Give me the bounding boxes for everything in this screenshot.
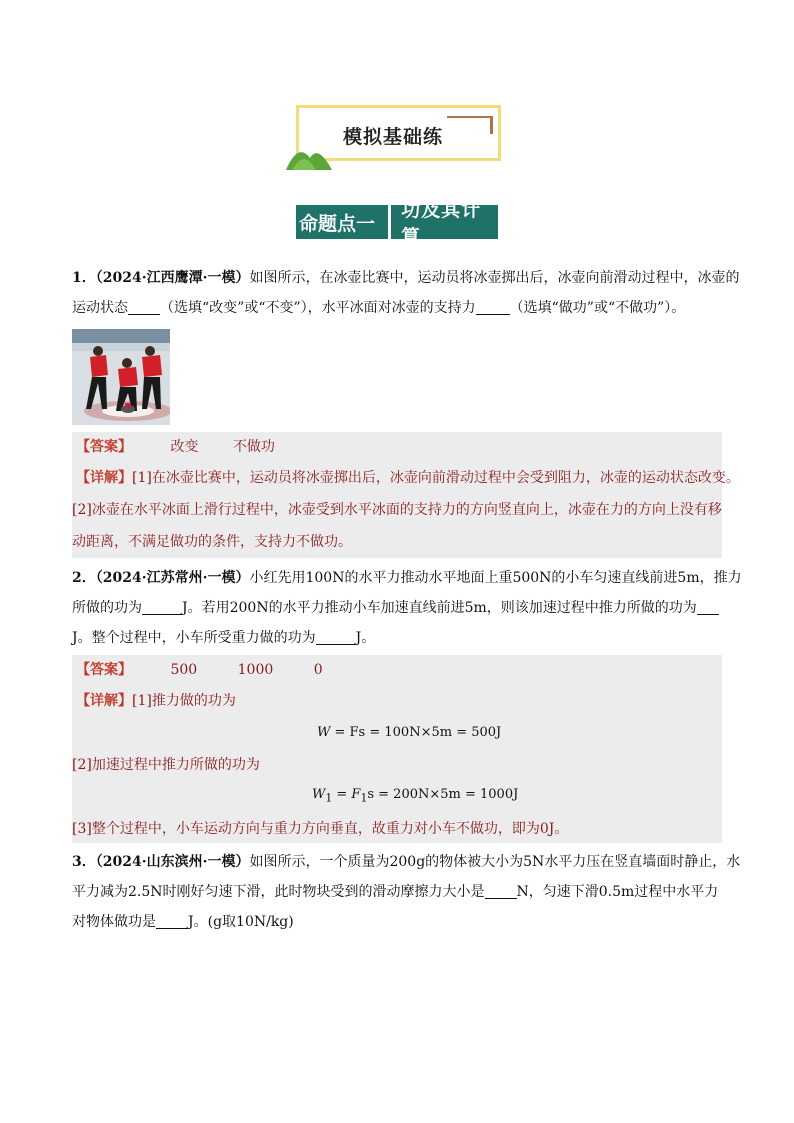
q2-text-2b: J。若用200N的水平力推动小车加速直线前进5m，则该加速过程中推力所做的功为 <box>182 600 697 616</box>
q3-text-2b: N，匀速下滑0.5m过程中水平力 <box>516 884 719 900</box>
q2-blank-3[interactable] <box>316 630 356 645</box>
q1-blank-1[interactable] <box>128 300 160 315</box>
eq2-sub2: 1 <box>360 791 368 805</box>
q2-text-3b: J。 <box>355 630 376 646</box>
badge-decoration-line <box>447 116 493 118</box>
q1-number: 1． <box>72 270 96 286</box>
q1-detail-1: [1]在冰壶比赛中，运动员将冰壶掷出后，冰壶向前滑动过程中会受到阻力，冰壶的运动状态改变。 <box>132 470 740 486</box>
q1-detail-line1 <box>76 468 740 488</box>
q2-text-2a: 所做的功为 <box>72 600 142 616</box>
q1-detail-line3 <box>72 532 352 552</box>
q2-answer-2: 1000 <box>237 662 274 678</box>
answer-tag: 【答案】 <box>76 662 132 678</box>
q2-line2 <box>72 598 719 618</box>
q1-detail-3: 动距离，不满足做功的条件，支持力不做功。 <box>72 534 352 550</box>
q1-answer-block <box>72 432 722 462</box>
q1-line1 <box>72 268 739 288</box>
curling-photo <box>72 329 170 425</box>
eq2-sub: 1 <box>325 791 333 805</box>
q1-detail-block <box>72 462 740 558</box>
section-heading <box>296 199 498 248</box>
q2-detail-2: [2]加速过程中推力所做的功为 <box>72 757 260 773</box>
eq1-rhs: = Fs = 100N×5m = 500J <box>334 725 502 740</box>
q2-answer-line <box>76 660 323 680</box>
q1-source: （2024·江西鹰潭·一模） <box>95 270 250 286</box>
q2-answer-block <box>72 655 722 685</box>
q2-text-1: 小红先用100N的水平力推动水平地面上重500N的小车匀速直线前进5m，推力 <box>249 570 742 586</box>
q2-equation-2 <box>312 787 518 805</box>
answer-tag: 【答案】 <box>76 439 132 455</box>
eq2-rhs: s = 200N×5m = 1000J <box>367 787 519 802</box>
eq2-mid: = F <box>336 787 361 802</box>
q1-answer-line <box>76 437 275 457</box>
badge-title: 模拟基础练 <box>343 126 444 148</box>
q2-line3 <box>72 628 375 648</box>
q3-text-2a: 平力减为2.5N时刚好匀速下滑，此时物块受到的滑动摩擦力大小是 <box>72 884 485 900</box>
detail-tag: 【详解】 <box>76 693 132 709</box>
q3-line1 <box>72 852 740 872</box>
section-number: 命题点一 <box>299 212 376 235</box>
q2-source: （2024·江苏常州·一模） <box>95 570 250 586</box>
q2-answer-1: 500 <box>170 662 198 678</box>
q3-text-1: 如图所示，一个质量为200g的物体被大小为5N水平力压在竖直墙面时静止，水 <box>249 854 741 870</box>
section-divider <box>388 205 391 239</box>
q3-line2 <box>72 882 718 902</box>
q2-detail-block <box>72 685 722 843</box>
badge-decoration-tick <box>490 116 493 134</box>
q3-text-3b: J。(g取10N/kg) <box>188 914 294 930</box>
q2-equation-1 <box>317 725 501 740</box>
q2-detail-line2 <box>72 755 260 775</box>
q1-detail-2: [2]冰壶在水平冰面上滑行过程中，冰壶受到水平冰面的支持力的方向竖直向上，冰壶在力的方向上没有移 <box>72 502 722 518</box>
q3-source: （2024·山东滨州·一模） <box>95 854 250 870</box>
q3-blank-2[interactable] <box>156 914 188 929</box>
q1-text-2a: 运动状态 <box>72 300 128 316</box>
detail-tag: 【详解】 <box>76 470 132 486</box>
q1-text-2c: （选填“做功”或“不做功”）。 <box>509 300 686 316</box>
q2-line1 <box>72 568 742 588</box>
q3-text-3a: 对物体做功是 <box>72 914 156 930</box>
eq2-lhs: W <box>312 787 326 802</box>
q1-answer-2: 不做功 <box>232 439 275 455</box>
q3-number: 3． <box>72 854 96 870</box>
q1-text-1: 如图所示，在冰壶比赛中，运动员将冰壶掷出后，冰壶向前滑动过程中，冰壶的 <box>249 270 740 286</box>
q1-answer-1: 改变 <box>170 439 199 455</box>
eq1-lhs: W <box>317 725 331 740</box>
q2-blank-2[interactable] <box>697 600 719 615</box>
hill-icon <box>286 138 334 170</box>
q2-detail-1: [1]推力做的功为 <box>132 693 236 709</box>
q2-text-3a: J。整个过程中，小车所受重力做的功为 <box>72 630 316 646</box>
q2-detail-line1 <box>76 691 236 711</box>
q3-blank-1[interactable] <box>485 884 517 899</box>
q2-number: 2． <box>72 570 96 586</box>
q3-line3 <box>72 912 294 932</box>
q2-detail-3: [3]整个过程中，小车运动方向与重力方向垂直，故重力对小车不做功，即为0J。 <box>72 821 569 837</box>
q1-blank-2[interactable] <box>476 300 510 315</box>
section-title: 功及其计算 <box>401 199 482 248</box>
q1-line2 <box>72 298 685 318</box>
q1-detail-line2 <box>72 500 722 520</box>
q2-detail-line3 <box>72 819 568 839</box>
q2-answer-3: 0 <box>313 662 323 678</box>
q1-text-2b: （选填“改变”或“不变”），水平冰面对冰壶的支持力 <box>160 300 476 316</box>
q2-blank-1[interactable] <box>142 600 182 615</box>
